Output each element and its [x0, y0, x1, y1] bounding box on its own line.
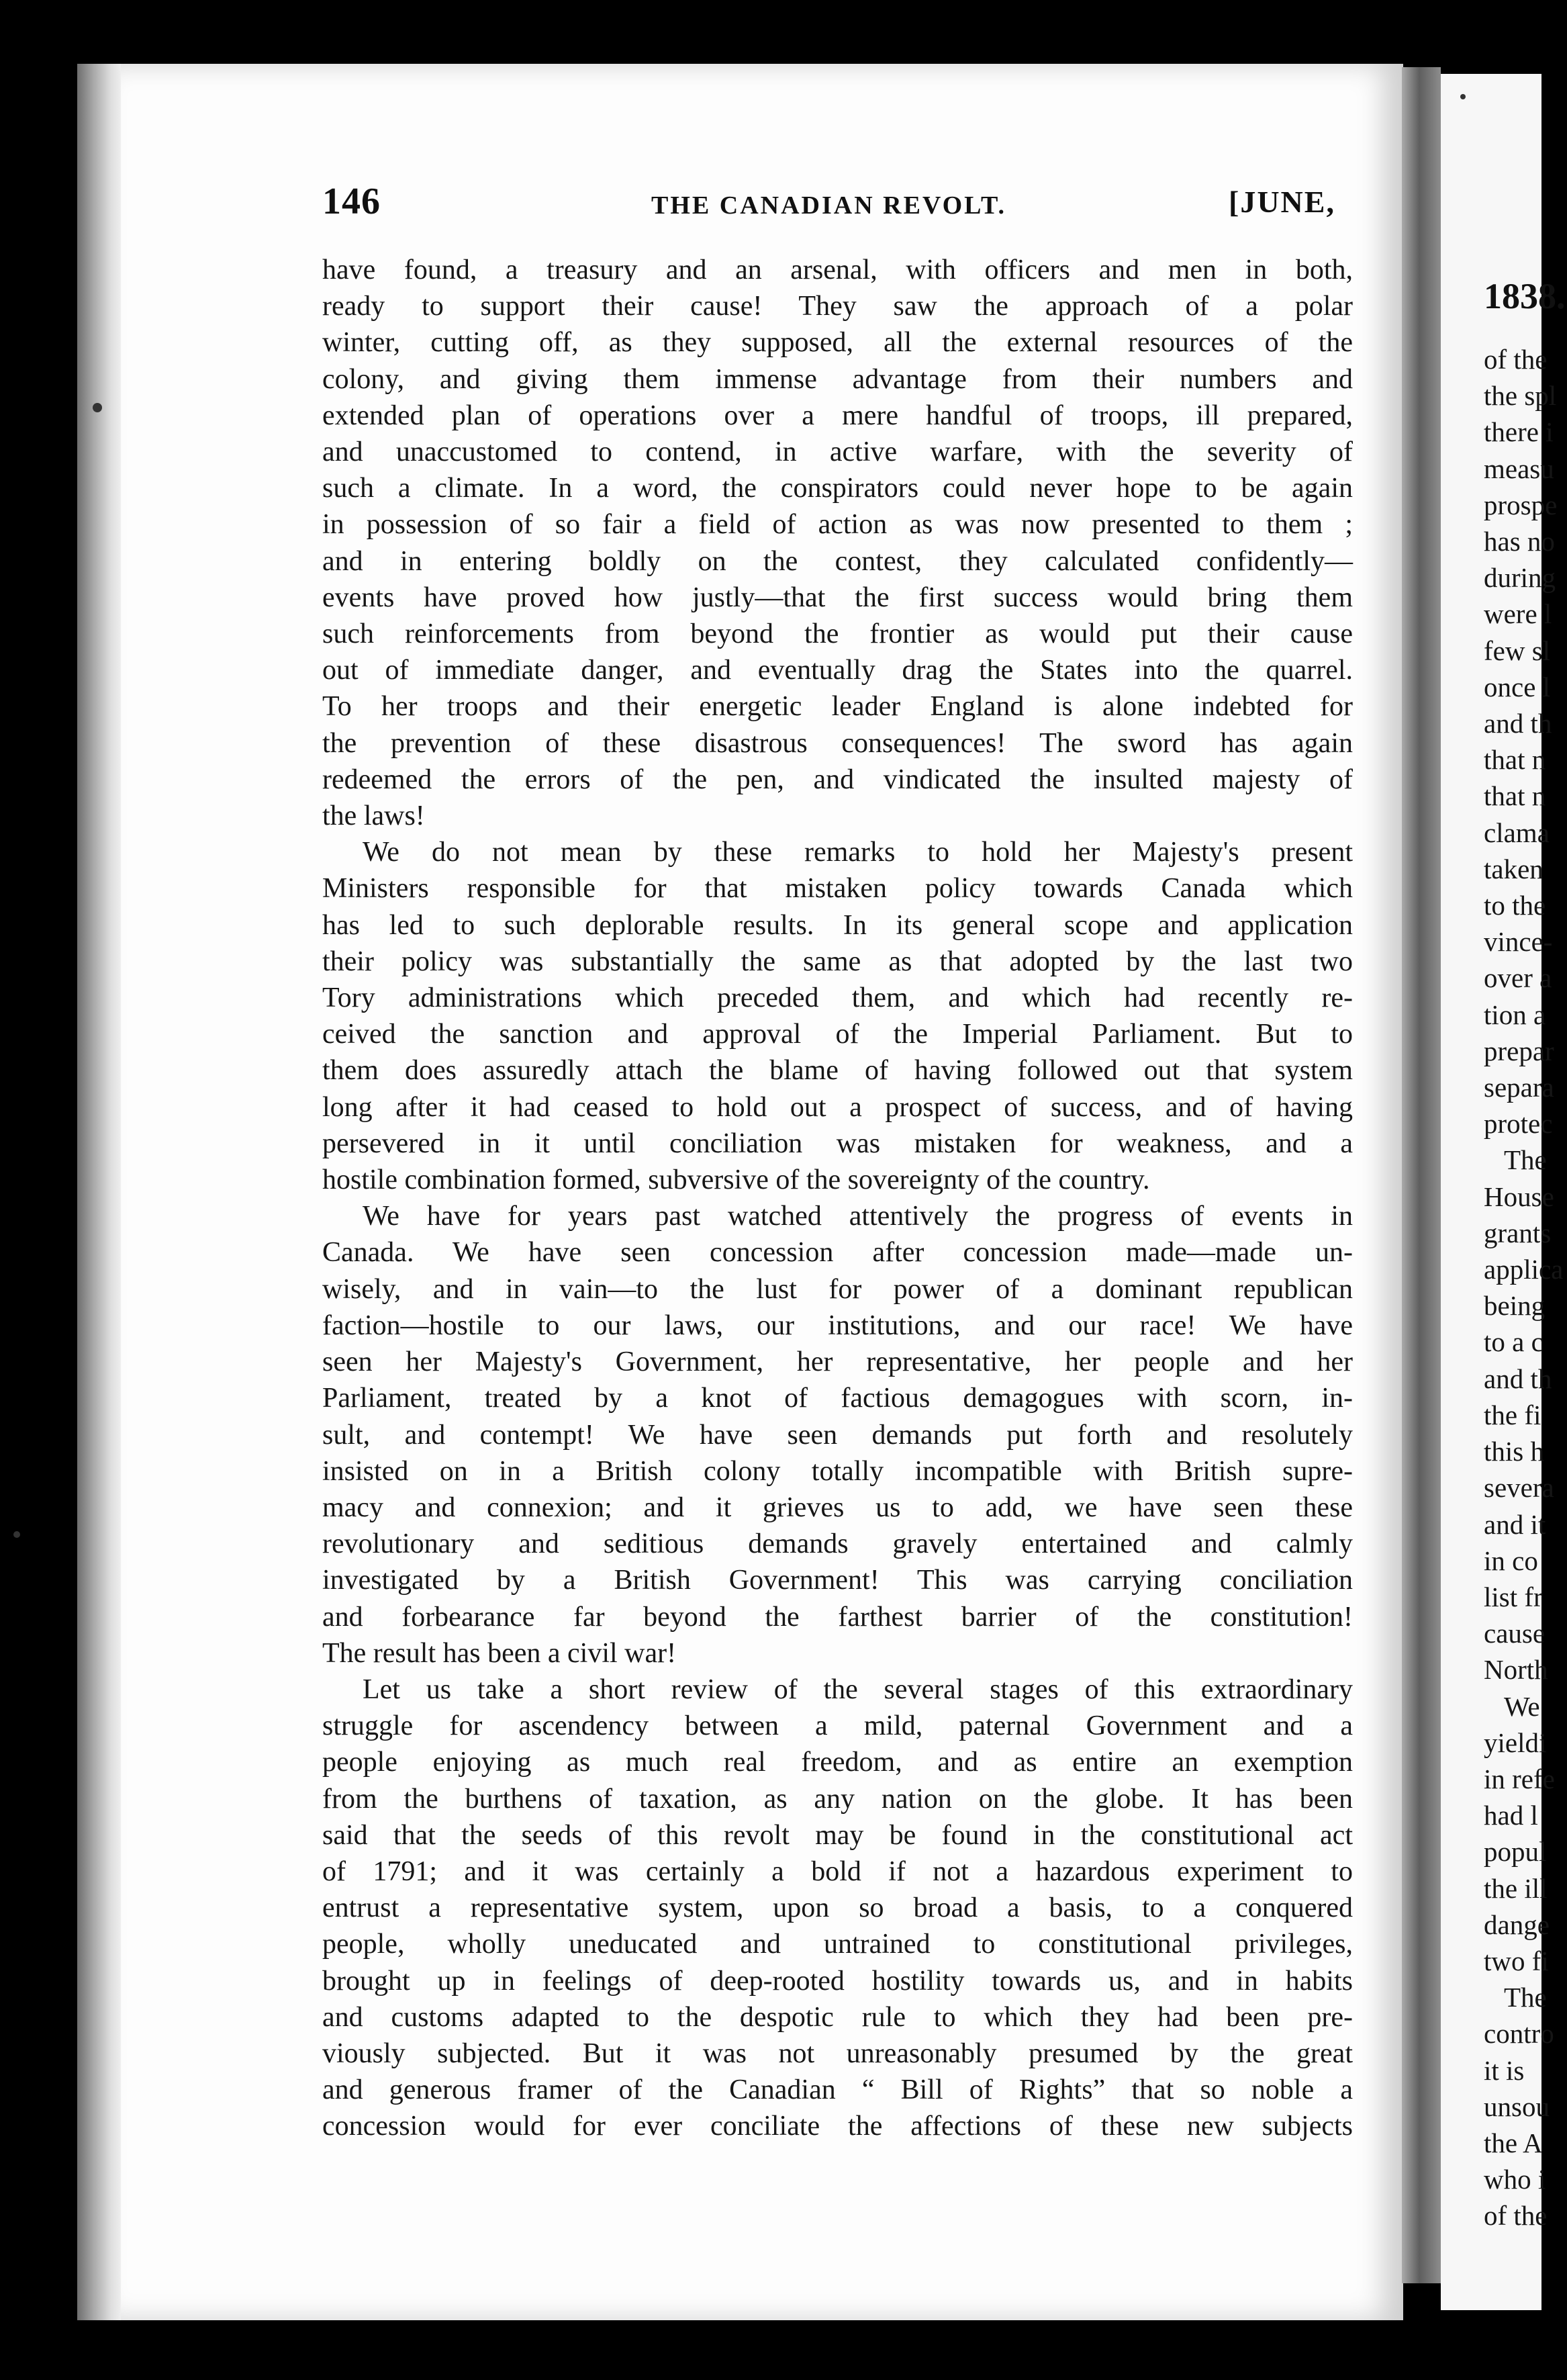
text-line: extended plan of operations over a mere handful of troops, ill prepared, [322, 400, 1353, 431]
facing-text-line: clama [1484, 817, 1550, 848]
facing-text-line: of the [1484, 2200, 1548, 2232]
text-line: people, wholly uneducated and untrained to constitutional privileges, [322, 1929, 1353, 1960]
text-line: from the burthens of taxation, as any nation on the globe. It has been [322, 1783, 1353, 1815]
text-line: viously subjected. But it was not unreasonably presumed by the great [322, 2038, 1353, 2069]
facing-text-line: prepar [1484, 1035, 1554, 1066]
facing-text-line: who i [1484, 2164, 1546, 2195]
text-line: said that the seeds of this revolt may be found in the constitutional act [322, 1819, 1353, 1851]
text-line: colony, and giving them immense advantage from their numbers and [322, 363, 1353, 395]
facing-page-text [1484, 341, 1563, 2234]
text-line: concession would for ever conciliate the affections of these new subjects [322, 2111, 1353, 2142]
facing-text-line: separa [1484, 1072, 1554, 1103]
text-line: Tory administrations which preceded them, and which had recently re- [322, 982, 1353, 1014]
facing-text-line: contro [1484, 2018, 1554, 2050]
facing-text-line: North [1484, 1654, 1548, 1686]
facing-text-line: vince- [1484, 926, 1553, 958]
facing-text-line: tion a [1484, 999, 1546, 1030]
running-date: [JUNE, [1229, 185, 1335, 219]
text-line: such a climate. In a word, the conspirators could never hope to be again [322, 473, 1353, 504]
text-line: Ministers responsible for that mistaken policy towards Canada which [322, 873, 1353, 905]
facing-text-line: We [1504, 1690, 1540, 1722]
facing-text-line: protec [1484, 1108, 1553, 1140]
facing-text-line: prospe [1484, 489, 1558, 520]
facing-text-line: popul [1484, 1836, 1547, 1868]
facing-text-line: The [1504, 1982, 1547, 2013]
text-line: ceived the sanction and approval of the Imperial Parliament. But to [322, 1019, 1353, 1050]
text-line: We do not mean by these remarks to hold her Majesty's present [363, 837, 1353, 868]
facing-text-line: in co [1484, 1545, 1538, 1576]
text-line: people enjoying as much real freedom, and as entire an exemption [322, 1747, 1353, 1778]
facing-text-line: in refe [1484, 1763, 1555, 1794]
body-text [322, 252, 1353, 2145]
facing-text-line: that n [1484, 744, 1546, 776]
facing-text-line: taken [1484, 853, 1544, 884]
text-line: and unaccustomed to contend, in active warfare, with the severity of [322, 437, 1353, 468]
text-line: and customs adapted to the despotic rule to which they had been pre- [322, 2001, 1353, 2033]
text-line: To her troops and their energetic leader England is alone indebted for [322, 691, 1353, 723]
facing-text-line: were l [1484, 598, 1552, 630]
text-line: Parliament, treated by a knot of factious demagogues with scorn, in- [322, 1383, 1353, 1414]
text-line: in possession of so fair a field of action as was now presented to them ; [322, 509, 1353, 541]
facing-text-line: had l [1484, 1800, 1538, 1831]
scan-speck [13, 1531, 20, 1538]
text-line: has led to such deplorable results. In its general scope and application [322, 909, 1353, 941]
facing-text-line: the fi [1484, 1399, 1541, 1430]
text-line: investigated by a British Government! This was carrying conciliation [322, 1565, 1353, 1596]
text-line: redeemed the errors of the pen, and vindicated the insulted majesty of [322, 764, 1353, 795]
text-line: persevered in it until conciliation was mistaken for weakness, and a [322, 1128, 1353, 1159]
text-line: events have proved how justly—that the first success would bring them [322, 582, 1353, 613]
facing-text-line: during [1484, 562, 1556, 594]
text-line: The result has been a civil war! [322, 1637, 677, 1669]
facing-page-header: 1838. [1484, 276, 1566, 316]
facing-text-line: and it [1484, 1508, 1546, 1540]
text-line: seen her Majesty's Government, her representative, her people and her [322, 1346, 1353, 1378]
text-line: such reinforcements from beyond the frontier as would put their cause [322, 619, 1353, 650]
facing-text-line: grants [1484, 1217, 1552, 1248]
text-line: wisely, and in vain—to the lust for power of a dominant republican [322, 1273, 1353, 1305]
facing-text-line: to a c [1484, 1326, 1544, 1358]
text-line: the prevention of these disastrous consequences! The sword has again [322, 727, 1353, 759]
scan-speck [93, 403, 102, 412]
facing-text-line: The [1504, 1144, 1547, 1176]
facing-text-line: the A [1484, 2127, 1543, 2158]
facing-text-line: list fr [1484, 1581, 1543, 1612]
text-line: faction—hostile to our laws, our institutions, and our race! We have [322, 1310, 1353, 1341]
text-line: and forbearance far beyond the farthest barrier of the constitution! [322, 1601, 1353, 1633]
scan-speck [1460, 94, 1466, 99]
facing-text-line: the ill [1484, 1872, 1548, 1904]
text-line: of 1791; and it was certainly a bold if not a hazardous experiment to [322, 1856, 1353, 1887]
text-line: struggle for ascendency between a mild, paternal Government and a [322, 1710, 1353, 1742]
text-line: We have for years past watched attentively the progress of events in [363, 1201, 1353, 1232]
facing-text-line: unsou [1484, 2091, 1550, 2122]
running-title: THE CANADIAN REVOLT. [651, 191, 1007, 220]
text-line: the laws! [322, 800, 425, 832]
text-line: brought up in feelings of deep-rooted hostility towards us, and in habits [322, 1965, 1353, 1997]
text-line: macy and connexion; and it grieves us to add, we have seen these [322, 1492, 1353, 1523]
facing-text-line: there i [1484, 416, 1554, 448]
facing-text-line: few sl [1484, 635, 1551, 666]
facing-text-line: cause [1484, 1618, 1546, 1649]
text-line: and in entering boldly on the contest, they calculated confidently— [322, 545, 1353, 577]
facing-text-line: it is [1484, 2054, 1525, 2086]
facing-text-line: once l [1484, 671, 1551, 702]
facing-text-line: applica [1484, 1254, 1564, 1285]
text-line: out of immediate danger, and eventually drag the States into the quarrel. [322, 655, 1353, 686]
text-line: entrust a representative system, upon so broad a basis, to a conquered [322, 1892, 1353, 1924]
facing-text-line: House [1484, 1181, 1554, 1212]
book-gutter [1402, 67, 1441, 2283]
text-line: Canada. We have seen concession after concession made—made un- [322, 1237, 1353, 1269]
running-head [322, 180, 1363, 234]
facing-page [1441, 74, 1566, 2310]
facing-text-line: severa [1484, 1472, 1554, 1504]
text-line: have found, a treasury and an arsenal, with officers and men in both, [322, 255, 1353, 285]
facing-text-line: dange [1484, 1909, 1550, 1940]
facing-text-line: being [1484, 1290, 1546, 1322]
facing-text-line: of the [1484, 344, 1548, 375]
facing-text-line: and th [1484, 708, 1552, 739]
facing-text-line: the spl [1484, 380, 1557, 412]
text-line: and generous framer of the Canadian “ Bill of Rights” that so noble a [322, 2074, 1353, 2106]
text-line: Let us take a short review of the several stages of this extraordinary [363, 1674, 1353, 1705]
page-edge-left [77, 64, 124, 2320]
facing-text-line: and th [1484, 1363, 1552, 1394]
text-line: long after it had ceased to hold out a prospect of success, and of having [322, 1091, 1353, 1123]
text-line: sult, and contempt! We have seen demands put forth and resolutely [322, 1419, 1353, 1451]
facing-text-line: two fi [1484, 1945, 1549, 1976]
facing-text-line: this h [1484, 1436, 1544, 1467]
page-number: 146 [322, 181, 381, 222]
text-line: hostile combination formed, subversive of the sovereignty of the country. [322, 1164, 1150, 1196]
facing-text-line: to the [1484, 890, 1546, 921]
text-line: insisted on in a British colony totally incompatible with British supre- [322, 1455, 1353, 1487]
text-line: them does assuredly attach the blame of having followed out that system [322, 1055, 1353, 1087]
facing-text-line: over a [1484, 962, 1552, 994]
facing-text-line: that n [1484, 780, 1546, 812]
text-line: their policy was substantially the same as that adopted by the last two [322, 946, 1353, 977]
text-line: winter, cutting off, as they supposed, all the external resources of the [322, 327, 1353, 359]
facing-text-line: measu [1484, 453, 1554, 484]
facing-text-line: yieldi [1484, 1727, 1547, 1758]
facing-text-line: has no [1484, 526, 1555, 557]
text-line: revolutionary and seditious demands gravely entertained and calmly [322, 1528, 1353, 1560]
text-line: ready to support their cause! They saw the approach of a polar [322, 291, 1353, 322]
